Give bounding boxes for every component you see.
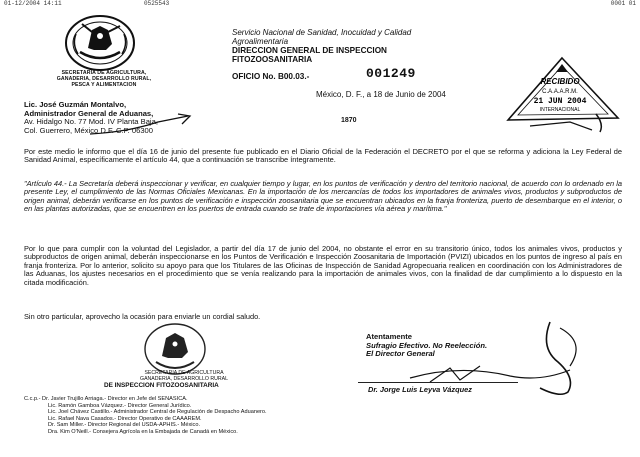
agency-left-line2: GANADERIA, DESARROLLO RURAL, <box>56 76 152 82</box>
body-paragraph-1: Por este medio le informo que el día 16 de junio del presente fue publicado en el Diario Oficial de la Federación el DECRETO por el que se reforma y adiciona la Ley Federal de Sanidad Animal, específicamente el artículo 44, que a continuación se transcribe íntegramente. <box>24 147 622 165</box>
agency-left-line3: PESCA Y ALIMENTACION <box>71 82 137 88</box>
agency-left-line1: SECRETARIA DE AGRICULTURA, <box>61 70 147 76</box>
signature-closing: Atentamente <box>366 332 412 341</box>
fax-header-right: 0001 01 <box>610 0 636 7</box>
handwritten-reference-number: 1870 <box>341 117 357 124</box>
recipient-title: Administrador General de Aduanas, <box>24 108 154 118</box>
body-paragraph-2-quote: "Artículo 44.- La Secretaría deberá inspeccionar y verificar, en cualquier tiempo y lugar, en los puntos de verificación y dentro del territorio nacional, de acuerdo con lo ordenado en la presente Ley, el cumplimiento de las Normas Oficiales Mexicanas. En la importación de los mercancías de todos los importadores de animales vivos, productos y subproductos de origen animal, deberán verificarse en los puntos de verificación e inspección zoosanitaria que se encuentran ubicados en la franja fronteriza, puerto de desembarque en el interior, o en las plantas autorizadas, que se encuentren en los puertos de entrada cuando se trate de importaciones vía aérea y marítima." <box>24 179 622 214</box>
agency-left-name <box>34 70 174 88</box>
stamp-line3: INTERNACIONAL <box>539 107 581 113</box>
body-paragraph-4: Sin otro particular, aprovecho la ocasión para enviarle un cordial saludo. <box>24 312 261 321</box>
recipient-city: Col. Guerrero, México D.F. C.P. 06300 <box>24 125 154 135</box>
signature-line <box>358 382 518 383</box>
agency-bottom-line2: GANADERIA, DESARROLLO RURAL <box>140 376 228 382</box>
oficio-label: OFICIO No. B00.03.- <box>232 72 310 81</box>
recipient-name: Lic. José Guzmán Montalvo, <box>24 100 127 109</box>
fax-header-left: 01-12/2004 14:11 <box>4 0 62 7</box>
signer-name: Dr. Jorge Luis Leyva Vázquez <box>368 385 472 394</box>
received-stamp <box>500 54 624 136</box>
stamp-title: RECIBIDO <box>540 77 580 86</box>
body-paragraph-3: Por lo que para cumplir con la voluntad del Legislador, a partir del día 17 de junio del 2004, no obstante el error en su transitorio único, todos los animales vivos, productos y subproductos de origen animal, deberán inspeccionarse en los Puntos de Verificación e Inspección Zoosanitaria de Importación (PVIZI) ubicados en los puntos de ingreso al país en franja fronteriza. Por lo anterior, solicito su apoyo para que los Titulares de las Oficinas de Inspección de Sanidad Agropecuaria realicen en coordinación con los Administradores de las Aduanas, los ajustes necesarios en el procedimiento que se venía realizando para la importación de animales vivos, con la finalidad de dar cumplimiento a lo dispuesto en la citada modificación. <box>24 244 622 287</box>
stamp-line1: C.A.A.A.R.M. <box>542 89 578 95</box>
ccp-line: Dra. Kim O'Neill.- Consejera Agrícola en la Embajada de Canadá en México. <box>48 428 238 435</box>
carbon-copy-list <box>24 396 424 436</box>
agency-bottom-line1: SECRETARIA DE AGRICULTURA <box>144 370 224 376</box>
recipient-street: Av. Hidalgo No. 77 Mod. IV Planta Baja, <box>24 117 158 127</box>
document-date: México, D. F., a 18 de Junio de 2004 <box>316 90 446 99</box>
ccp-line: Lic. Ramón Gamboa Vázquez.- Director General Jurídico. <box>48 402 192 409</box>
agency-right-line2: Agroalimentaria <box>232 37 289 46</box>
fax-transmission-header <box>4 0 636 8</box>
signature-role: El Director General <box>366 349 435 359</box>
ccp-line: C.c.p.- Dr. Javier Trujillo Arriaga.- Director en Jefe del SENASICA. <box>24 396 188 402</box>
agency-right-line1: Servicio Nacional de Sanidad, Inocuidad y Calidad <box>232 28 412 37</box>
stamp-date: 21 JUN 2004 <box>533 97 587 106</box>
mexican-coat-of-arms-seal-icon <box>62 14 138 72</box>
agency-right-line3: DIRECCION GENERAL DE INSPECCION <box>232 46 387 55</box>
ccp-line: Lic. Rafael Nava Casados.- Director Operativo de CAAAREM. <box>48 415 202 422</box>
oficio-number: 001249 <box>366 66 416 81</box>
fax-header-mid: 0525543 <box>144 0 170 7</box>
signature-motto: Sufragio Efectivo. No Reelección. <box>366 340 488 350</box>
agency-right-line4: FITOZOOSANITARIA <box>232 55 313 64</box>
ccp-line: Dr. Sam Miller.- Director Regional del USDA-APHIS.- México. <box>48 422 201 429</box>
handwritten-arrow-mark-icon <box>88 112 198 138</box>
agency-bottom-stamp-text <box>104 370 264 382</box>
agency-bottom-dept: DE INSPECCION FITOZOOSANITARIA <box>104 382 219 389</box>
received-stamp-graphic <box>500 54 624 136</box>
signature-block <box>366 333 596 359</box>
ccp-line: Lic. Joel Chávez Castillo.- Administrador Central de Regulación de Despacho Aduanero. <box>48 409 267 416</box>
